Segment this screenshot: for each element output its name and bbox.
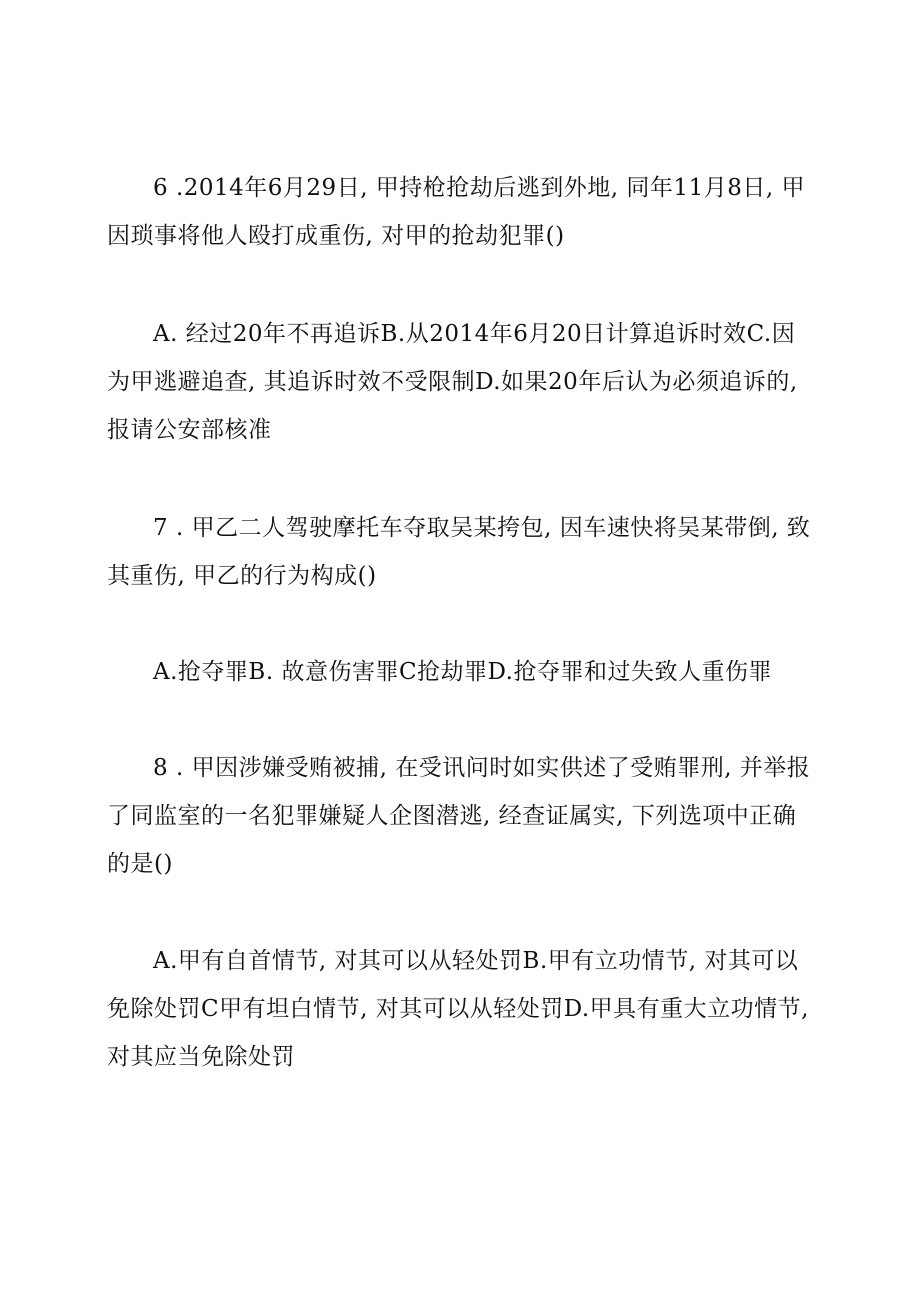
question-8-options: A.甲有自首情节, 对其可以从轻处罚B.甲有立功情节, 对其可以免除处罚C甲有坦白情节, 对其可以从轻处罚D.甲具有重大立功情节, 对其应当免除处罚	[107, 948, 809, 1070]
question-7-options: A.抢夺罪B. 故意伤害罪C抢劫罪D.抢夺罪和过失致人重伤罪	[153, 659, 772, 685]
question-7-stem: 7 . 甲乙二人驾驶摩托车夺取吴某挎包, 因车速快将吴某带倒, 致其重伤, 甲乙的行为构成()	[107, 515, 811, 589]
question-8-stem: 8 . 甲因涉嫌受贿被捕, 在受讯问时如实供述了受贿罪刑, 并举报了同监室的一名犯罪嫌疑人企图潜逃, 经查证属实, 下列选项中正确的是()	[107, 755, 811, 877]
question-6-stem: 6 .2014年6月29日, 甲持枪抢劫后逃到外地, 同年11月8日, 甲因琐事将他人殴打成重伤, 对甲的抢劫犯罪()	[107, 175, 805, 249]
question-6-options: A. 经过20年不再追诉B.从2014年6月20日计算追诉时效C.因为甲逃避追查, 其追诉时效不受限制D.如果20年后认为必须追诉的, 报请公安部核准	[107, 321, 798, 443]
